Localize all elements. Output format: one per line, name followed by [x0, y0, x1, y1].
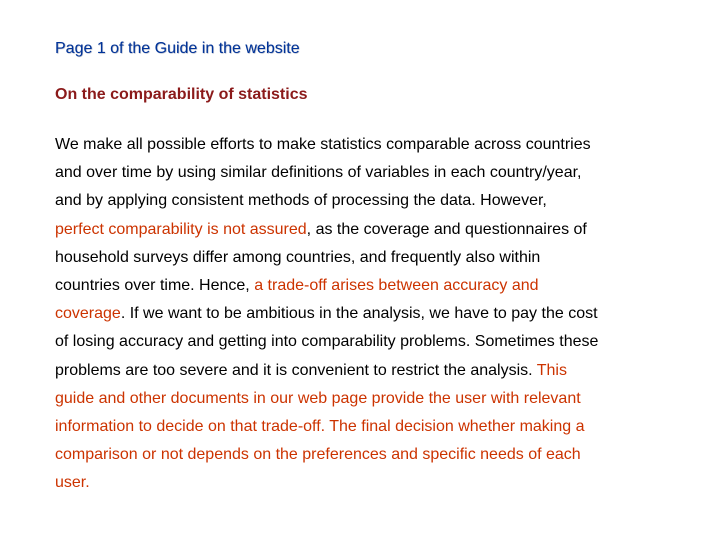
body-text-segment: problems are too severe and it is convenient to restrict the analysis.	[55, 361, 537, 379]
body-text-segment: We make all possible efforts to make statistics comparable across countries	[55, 136, 591, 153]
paragraph-line	[55, 357, 675, 385]
paragraph-line	[55, 216, 675, 244]
highlighted-text: a trade-off arises between accuracy and	[254, 277, 539, 295]
body-text-segment: . If we want to be ambitious in the analysis, we have to pay the cost	[120, 305, 598, 323]
paragraph-line	[55, 413, 675, 441]
highlighted-text: user.	[55, 474, 90, 492]
paragraph-line	[55, 441, 675, 469]
highlighted-text: coverage	[55, 305, 121, 323]
body-text-segment: and by applying consistent methods of processing the data. However,	[55, 192, 547, 210]
highlighted-text: perfect comparability is not assured	[55, 220, 307, 238]
paragraph-line	[55, 187, 675, 215]
page-header: Page 1 of the Guide in the website	[55, 40, 300, 57]
paragraph-line	[55, 272, 675, 300]
body-text-segment: of losing accuracy and getting into comparability problems. Sometimes these	[55, 333, 599, 351]
body-paragraph	[55, 131, 675, 498]
paragraph-line	[55, 244, 675, 272]
paragraph-line	[55, 328, 675, 356]
paragraph-line	[55, 159, 675, 187]
paragraph-line	[55, 131, 675, 159]
paragraph-line	[55, 385, 675, 413]
paragraph-line	[55, 300, 675, 328]
body-text-segment: , as the coverage and questionnaires of	[306, 220, 587, 238]
body-text-segment: household surveys differ among countries, and frequently also within	[55, 248, 541, 266]
highlighted-text: This	[536, 361, 567, 379]
body-text-segment: countries over time. Hence,	[55, 277, 255, 295]
highlighted-text: guide and other documents in our web page provide the user with relevant	[55, 389, 581, 407]
paragraph-line	[55, 469, 675, 497]
highlighted-text: information to decide on that trade-off. The final decision whether making a	[55, 418, 585, 436]
body-text-segment: and over time by using similar definitions of variables in each country/year,	[55, 164, 582, 182]
highlighted-text: comparison or not depends on the preferences and specific needs of each	[55, 446, 581, 464]
section-heading: On the comparability of statistics	[55, 86, 308, 103]
